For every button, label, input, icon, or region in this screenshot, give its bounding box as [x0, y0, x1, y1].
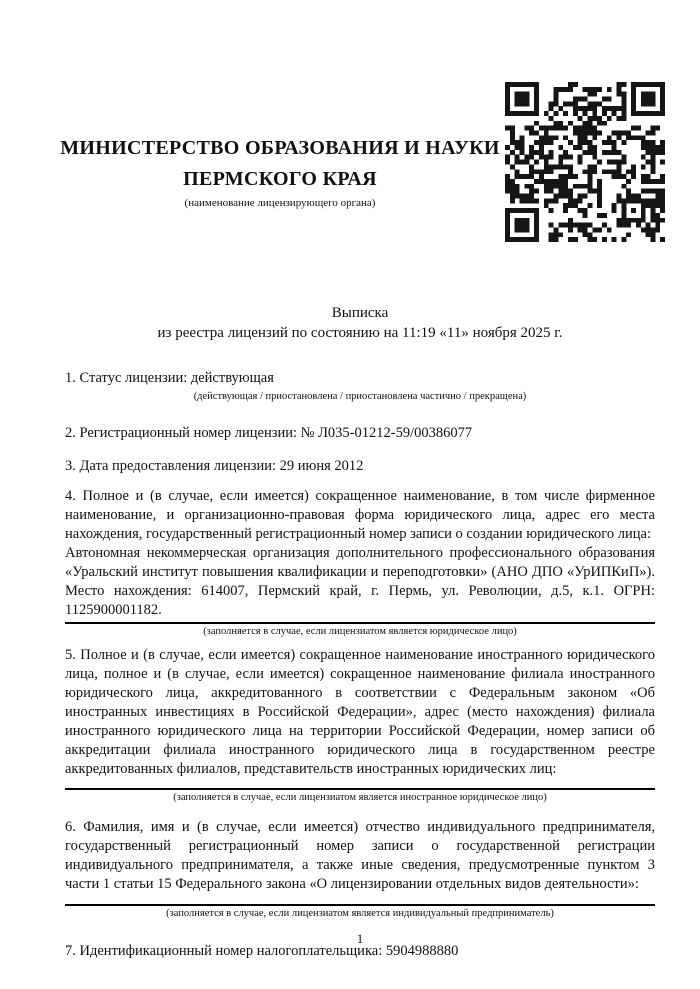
item-1-note: (действующая / приостановлена / приостановлена частично / прекращена) — [193, 391, 527, 402]
item-5-note: (заполняется в случае, если лицензиатом является иностранное юридическое лицо) — [173, 792, 547, 803]
item-4-underline — [65, 622, 655, 624]
issuing-authority-title-line1: МИНИСТЕРСТВО ОБРАЗОВАНИЯ И НАУКИ — [60, 137, 500, 159]
item-6-underline — [65, 904, 655, 906]
item-2-registration-number: 2. Регистрационный номер лицензии: № Л035-01212-59/00386077 — [65, 425, 473, 441]
qr-code — [505, 82, 665, 242]
item-3-license-date: 3. Дата предоставления лицензии: 29 июня 2012 — [65, 458, 364, 474]
issuing-authority-title-line2: ПЕРМСКОГО КРАЯ — [183, 168, 377, 190]
item-6-note: (заполняется в случае, если лицензиатом является индивидуальный предприниматель) — [166, 908, 554, 919]
issuing-authority-caption: (наименование лицензирующего органа) — [184, 197, 376, 209]
document-body — [65, 303, 655, 961]
issuing-authority-title — [40, 133, 520, 195]
item-4-note: (заполняется в случае, если лицензиатом является юридическое лицо) — [203, 626, 517, 637]
item-1-license-status: 1. Статус лицензии: действующая — [65, 370, 274, 386]
document-header — [40, 133, 520, 210]
page-number: 1 — [356, 931, 364, 946]
document-subject — [65, 303, 655, 343]
item-7-taxpayer-number: 7. Идентификационный номер налогоплательщика: 5904988880 — [65, 943, 459, 959]
item-4-legal-entity-value: Автономная некоммерческая организация дополнительного профессионального образования «Уральский институт повышения квалификации и переподготовки» (АНО ДПО «УрИПКиП»). Место нахождения: 614007, Пермский край, г. Пермь, ул. Революции, д.5, к.1. ОГРН: 1125900001182. — [65, 545, 655, 618]
item-5-foreign-entity-label: 5. Полное и (в случае, если имеется) сокращенное наименование иностранного юридического лица, полное и (в случае, если имеется) сокращенное наименование филиала иностранного юридического лица, аккредитованного в соответствии с Федеральным законом «Об иностранных инвестициях в Российской Федерации», адрес (место нахождения) филиала иностранного юридического лица на территории Российской Федерации, номер записи об аккредитации филиала иностранного юридического лица в государственном реестре аккредитованных филиалов, представительств иностранных юридических лиц: — [65, 647, 655, 777]
item-5-underline — [65, 788, 655, 790]
item-6-entrepreneur-label: 6. Фамилия, имя и (в случае, если имеется) отчество индивидуального предпринимателя, государственный регистрационный номер записи о государственной регистрации индивидуального предпринимателя, а также иные сведения, предусмотренные пунктом 3 части 1 статьи 15 Федерального закона «О лицензировании отдельных видов деятельности»: — [65, 819, 655, 892]
item-4-legal-entity-label: 4. Полное и (в случае, если имеется) сокращенное наименование, в том числе фирменное наименование, и организационно-правовая форма юридического лица, адрес его места нахождения, государственный регистрационный номер записи о создании юридического лица: — [65, 488, 655, 542]
subject-subtitle: из реестра лицензий по состоянию на 11:19 «11» ноября 2025 г. — [157, 325, 563, 341]
subject-title: Выписка — [331, 305, 389, 321]
